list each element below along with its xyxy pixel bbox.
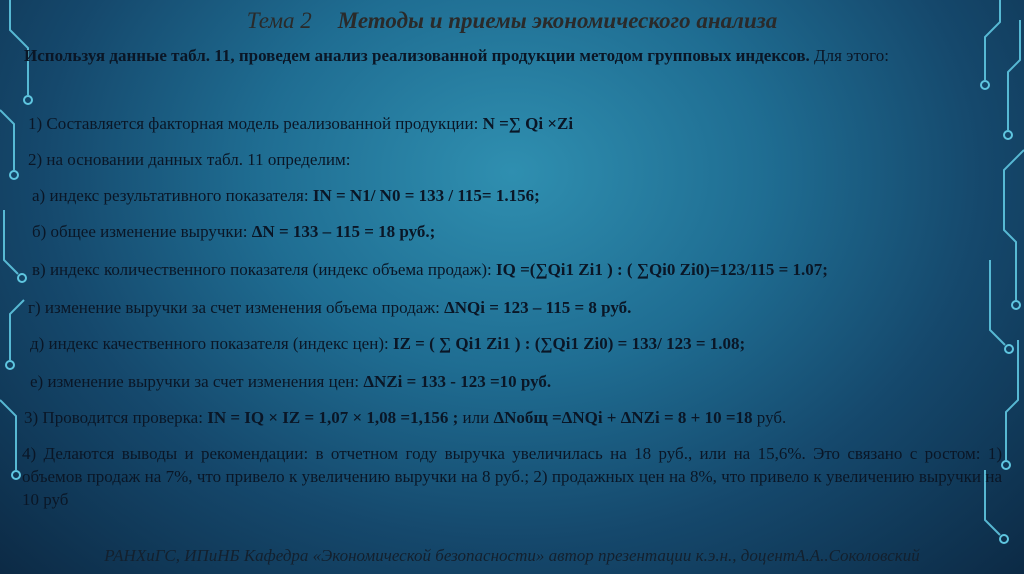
item-d-formula: IZ = ( ∑ Qi1 Zi1 ) : (∑Qi1 Zi0) = 133/ 123 = 1.08; [392,334,746,353]
item-b-text: б) общее изменение выручки: [32,222,248,241]
item-e [30,372,551,392]
step-1-formula: N =∑ Qi ×Zi [482,114,574,133]
step-3-formula: IN = IQ × IZ = 1,07 × 1,08 =1,156 ; [207,408,459,427]
step-1 [28,114,573,134]
item-d-text: д) индекс качественного показателя (индекс цен): [30,334,389,353]
conclusion-paragraph: 4) Делаются выводы и рекомендации: в отчетном году выручка увеличилась на 18 руб., или на 15,6%. Это связано с ростом: 1) объемов продаж на 7%, что привело к увеличению выручки на 8 руб.; 2) продажных цен на 8%, что привело к увеличению выручки на 10 руб [22,444,1002,509]
item-v [32,260,828,280]
item-b-formula: ΔN = 133 – 115 = 18 руб.; [251,222,436,241]
item-v-formula: IQ =(∑Qi1 Zi1 ) : ( ∑Qi0 Zi0)=123/115 = 1.07; [496,260,828,279]
item-e-formula: ΔNZi = 133 - 123 =10 руб. [363,372,552,391]
step-3 [24,408,786,428]
footer-author: РАНХиГС, ИПиНБ Кафедра «Экономической безопасности» автор презентации к.э.н., доцентА.А..Соколовский [104,546,920,565]
item-v-text: в) индекс количественного показателя (индекс объема продаж): [32,260,492,279]
step-1-text: 1) Составляется факторная модель реализованной продукции: [28,114,479,133]
intro-rest: Для этого: [814,46,889,65]
step-3-or: или [462,408,490,427]
topic-title: Методы и приемы экономического анализа [337,8,778,33]
item-e-text: е) изменение выручки за счет изменения цен: [30,372,360,391]
step-2 [28,150,351,170]
item-a [32,186,540,206]
item-g-formula: ΔNQi = 123 – 115 = 8 руб. [444,298,632,317]
topic-number: Тема 2 [246,8,312,33]
intro-bold: Используя данные табл. 11, проведем анализ реализованной продукции методом групповых индексов. [24,46,810,65]
item-a-text: а) индекс результативного показателя: [32,186,309,205]
intro-paragraph [24,46,994,66]
item-b [32,222,435,242]
item-a-formula: IN = N1/ N0 = 133 / 115= 1.156; [312,186,540,205]
item-g [28,298,631,318]
item-d [30,334,745,354]
slide-title [0,8,1024,34]
step-3-text: 3) Проводится проверка: [24,408,203,427]
step-2-text: 2) на основании данных табл. 11 определим: [28,150,351,169]
item-g-text: г) изменение выручки за счет изменения объема продаж: [28,298,440,317]
step-3-unit: руб. [756,408,787,427]
step-3-formula-2: ΔNобщ =ΔNQi + ΔNZi = 8 + 10 =18 [493,408,753,427]
